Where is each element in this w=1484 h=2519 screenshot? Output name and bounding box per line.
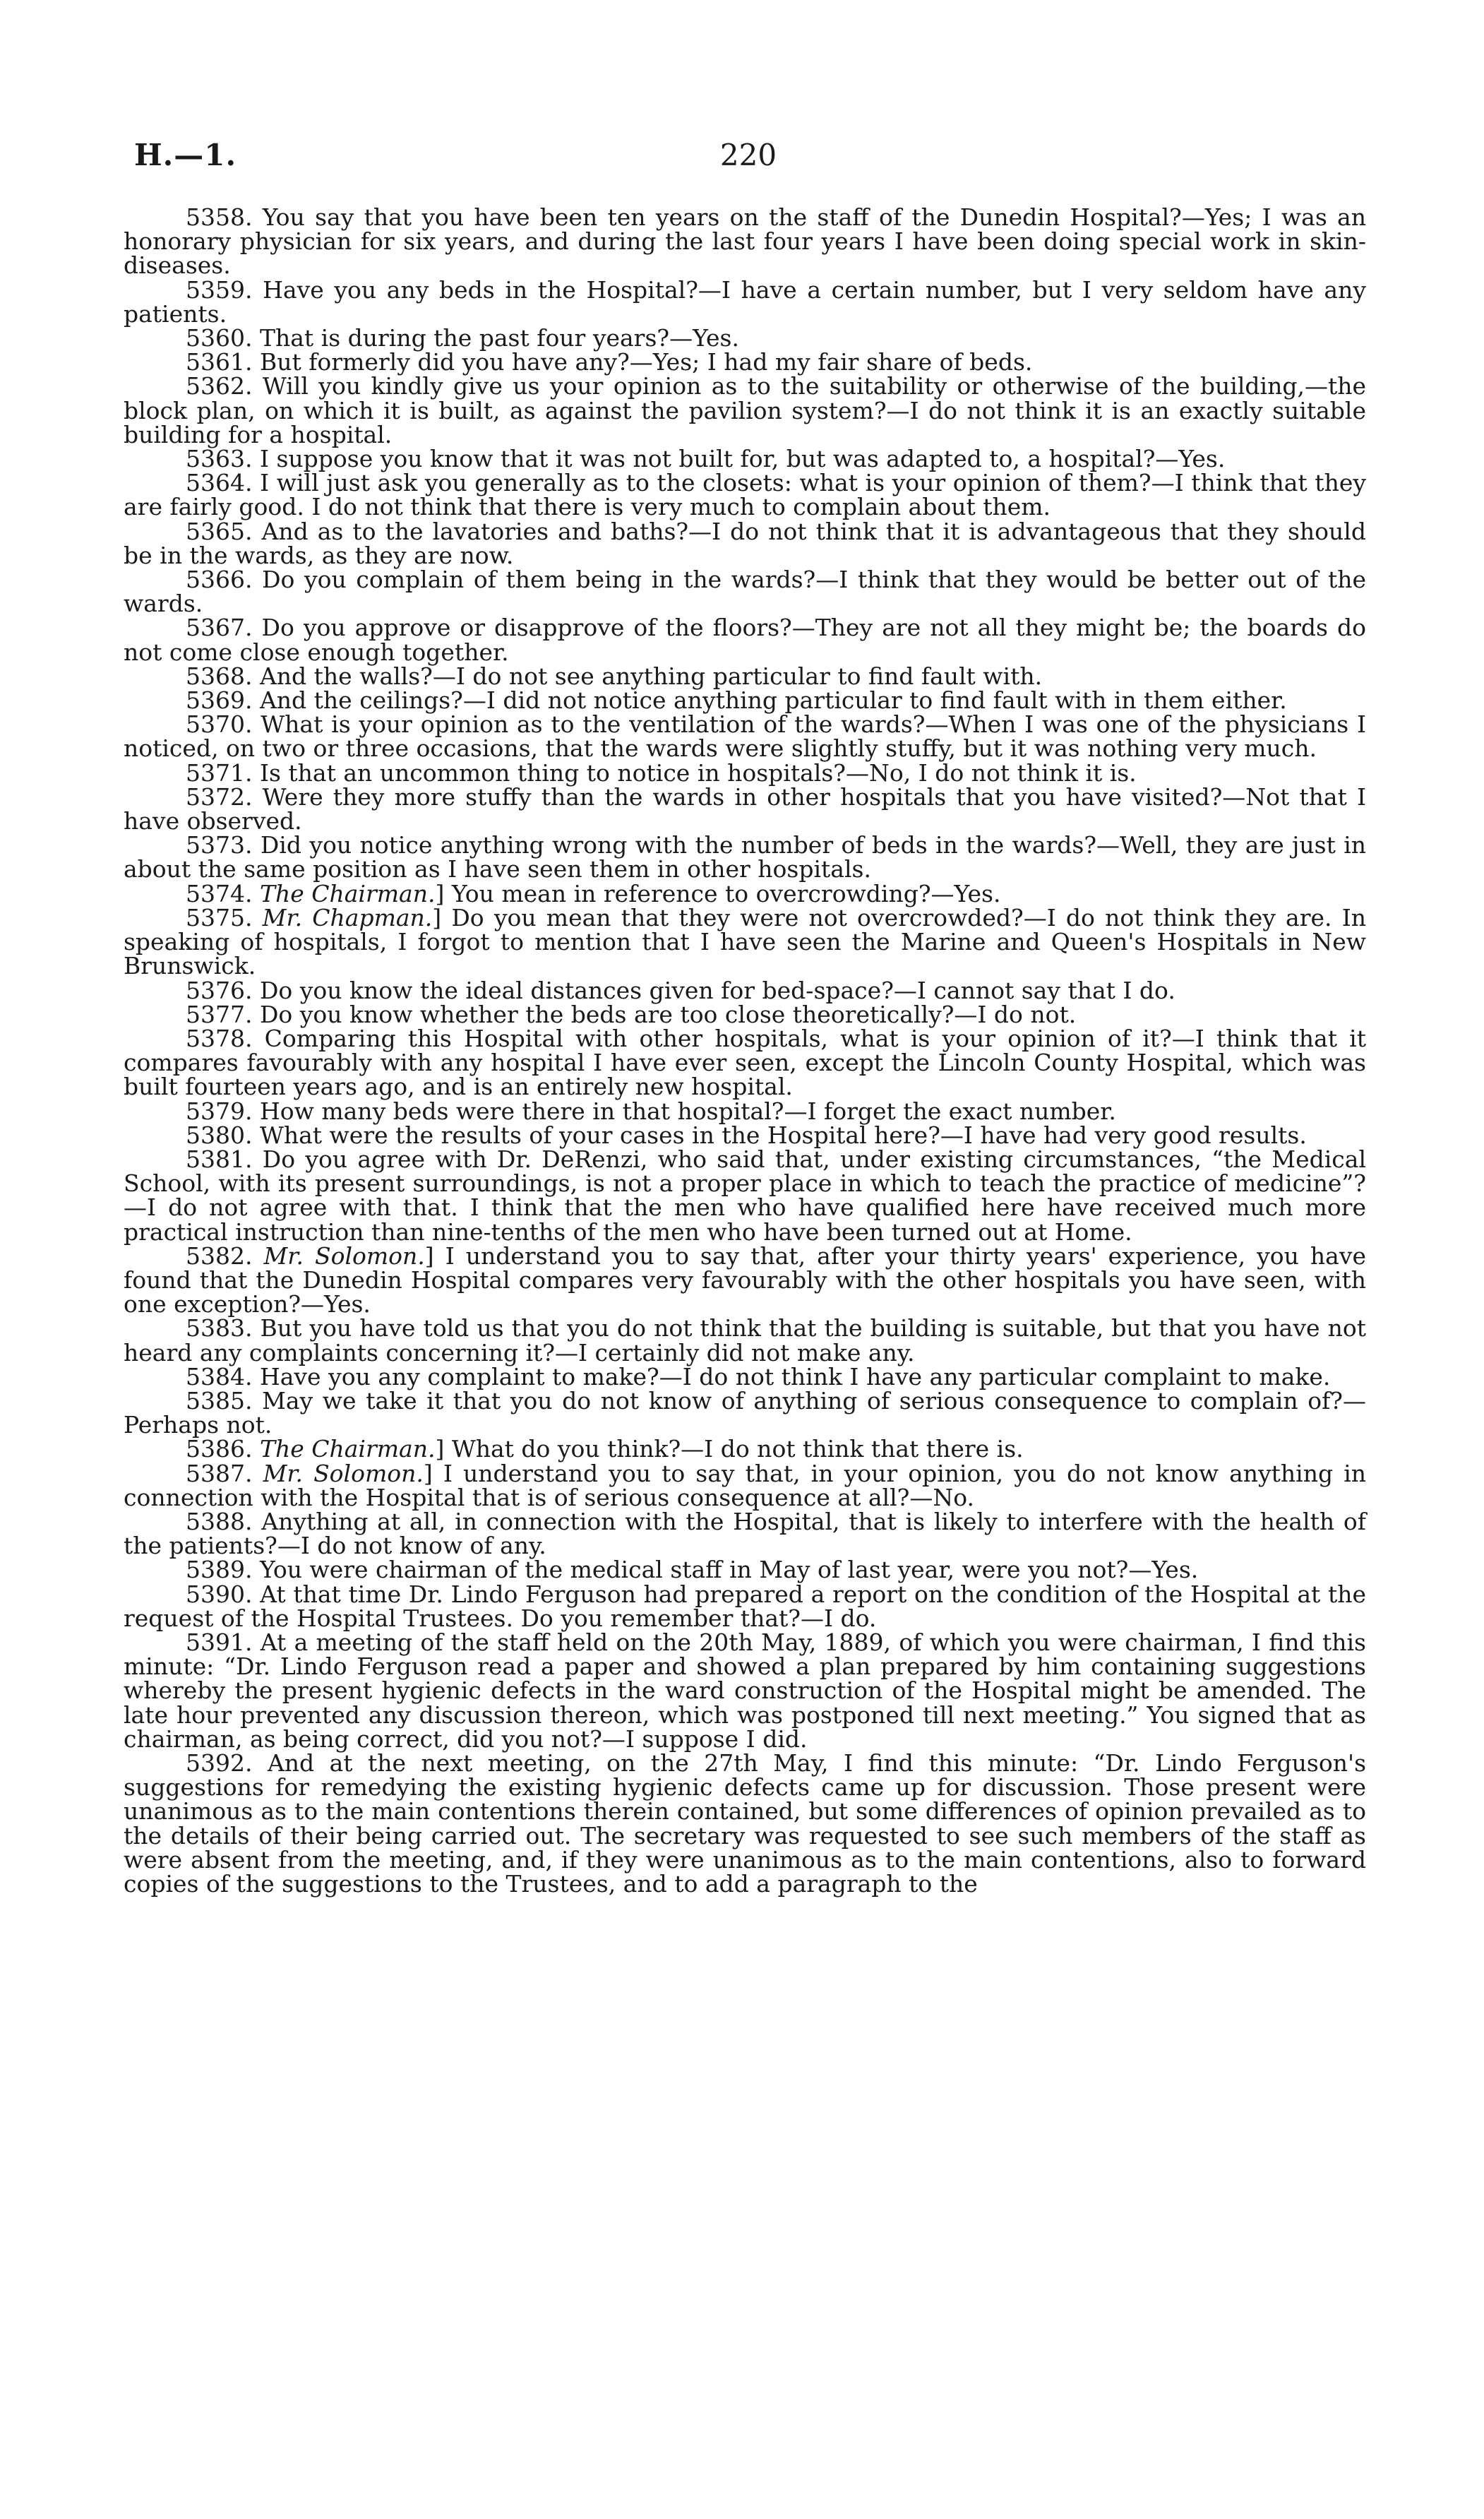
testimony-text: I understand you to say that, after your thirty years' experience, you have found that the Dunedin Hospital compares very favourably with the other hospitals you have seen, with one exception?—Yes.	[124, 1241, 1367, 1318]
question-number: 5382.	[186, 1241, 264, 1270]
testimony-paragraph: 5375. Mr. Chapman.] Do you mean that they were not overcrowded?—I do not think they are. In speaking of hospitals, I forgot to mention that I have seen the Marine and Queen's Hospitals in New Brunswick.	[124, 903, 1366, 980]
testimony-paragraph	[124, 1558, 1366, 1582]
testimony-text: What do you think?—I do not think that there is.	[444, 1435, 1024, 1463]
testimony-paragraph	[124, 471, 1366, 519]
question-number: 5358. You say that you have been ten years on the staff of the Dunedin Hospital?—Yes; I was an honorary physician for six years, and during the last four years I have been doing special work in skin-diseases.	[124, 203, 1366, 280]
question-number: 5363. I suppose you know that it was not built for, but was adapted to, a hospital?—Yes.	[186, 445, 1226, 473]
question-number: 5380. What were the results of your cases in the Hospital here?—I have had very good results.	[186, 1121, 1307, 1149]
question-number: 5383. But you have told us that you do not think that the building is suitable, but that you have not heard any complaints concerning it?—I certainly did not make any.	[124, 1314, 1366, 1366]
testimony-paragraph	[124, 326, 1366, 350]
question-number: 5374.	[186, 879, 260, 907]
question-number: 5373. Did you notice anything wrong with the number of beds in the wards?—Well, they are just in about the same position as I have seen them in other hospitals.	[124, 831, 1366, 883]
testimony-paragraph	[124, 1580, 1366, 1632]
question-number: 5386.	[186, 1435, 260, 1463]
testimony-paragraph	[124, 833, 1366, 881]
testimony-paragraph	[124, 1121, 1366, 1149]
question-number: 5391. At a meeting of the staff held on the 20th May, 1889, of which you were chairman, I find this minute: “Dr. Lindo Ferguson read a paper and showed a plan prepared by him containing suggestions whereby the present hygienic defects in the ward construction of the Hospital might be amended. The late hour prevented any discussion thereon, which was postponed till next meeting.” You signed that as chairman, as being correct, did you not?—I suppose I did.	[124, 1628, 1366, 1753]
testimony-paragraph	[124, 1000, 1366, 1028]
testimony-paragraph	[124, 568, 1366, 616]
question-number: 5366. Do you complain of them being in the wards?—I think that they would be better out of the wards.	[124, 566, 1366, 618]
testimony-paragraph	[124, 1628, 1366, 1753]
testimony-paragraph	[124, 275, 1366, 328]
question-number: 5388. Anything at all, in connection with the Hospital, that is likely to interfere with the health of the patients?—I do not know of any.	[124, 1507, 1366, 1560]
testimony-text: Do you mean that they were not overcrowded?—I do not think they are. In speaking of hospitals, I forgot to mention that I have seen the Marine and Queen's Hospitals in New Brunswick.	[124, 903, 1366, 980]
question-number: 5360. That is during the past four years?—Yes.	[186, 324, 739, 352]
testimony-paragraph	[124, 1751, 1366, 1896]
question-number: 5362. Will you kindly give us your opinion as to the suitability or otherwise of the building,—the block plan, on which it is built, as against the pavilion system?—I do not think it is an exactly suitable building for a hospital.	[124, 372, 1366, 448]
testimony-paragraph: 5386. The Chairman.] What do you think?—I do not think that there is.	[186, 1435, 1024, 1463]
testimony-paragraph: 5374. The Chairman.] You mean in reference to overcrowding?—Yes.	[186, 879, 1001, 907]
question-number: 5375.	[186, 903, 263, 931]
speaker-name: Mr. Solomon.	[263, 1459, 424, 1487]
testimony-paragraph	[124, 517, 1366, 569]
question-number: 5372. Were they more stuffy than the wards in other hospitals that you have visited?—Not that I have observed.	[124, 782, 1366, 835]
question-number: 5389. You were chairman of the medical staff in May of last year, were you not?—Yes.	[186, 1556, 1199, 1584]
question-number: 5379. How many beds were there in that hospital?—I forget the exact number.	[186, 1097, 1116, 1125]
testimony-paragraph	[124, 782, 1366, 835]
question-number: 5378. Comparing this Hospital with other hospitals, what is your opinion of it?—I think that it compares favourably with any hospital I have ever seen, except the Lincoln County Hospital, which was built fourteen years ago, and is an entirely new hospital.	[124, 1024, 1366, 1101]
question-number: 5359. Have you any beds in the Hospital?—I have a certain number, but I very seldom have any patients.	[124, 275, 1366, 328]
testimony-paragraph	[124, 758, 1366, 787]
testimony-text: You mean in reference to overcrowding?—Yes.	[444, 879, 1001, 907]
question-number: 5376. Do you know the ideal distances given for bed-space?—I cannot say that I do.	[186, 976, 1175, 1004]
testimony-paragraph	[124, 662, 1366, 690]
testimony-paragraph	[124, 1316, 1366, 1364]
testimony-paragraph	[124, 1386, 1366, 1439]
page-header	[134, 138, 1363, 188]
testimony-paragraph: 5382. Mr. Solomon.] I understand you to say that, after your thirty years' experience, you have found that the Dunedin Hospital compares very favourably with the other hospitals you have seen, with one exception?—Yes.	[124, 1241, 1367, 1318]
question-number: 5364. I will just ask you generally as to the closets: what is your opinion of them?—I think that they are fairly good. I do not think that there is very much to complain about them.	[124, 469, 1366, 521]
question-number: 5368. And the walls?—I do not see anything particular to find fault with.	[186, 662, 1043, 690]
question-number: 5392. And at the next meeting, on the 27th May, I find this minute: “Dr. Lindo Ferguson's suggestions for remedying the existing hygienic defects came up for discussion. Those present were unanimous as to the main contentions therein contained, but some differences of opinion prevailed as to the details of their being carried out. The secretary was requested to see such members of the staff as were absent from the meeting, and, if they were unanimous as to the main contentions, also to forward copies of the suggestions to the Trustees, and to add a paragraph to the	[124, 1749, 1366, 1898]
question-number: 5371. Is that an uncommon thing to notice in hospitals?—No, I do not think it is.	[186, 758, 1137, 787]
question-number: 5384. Have you any complaint to make?—I do not think I have any particular complaint to make.	[186, 1362, 1331, 1390]
testimony-paragraph	[124, 1024, 1366, 1101]
testimony-paragraph	[124, 976, 1366, 1004]
speaker-name: Mr. Chapman.	[262, 903, 433, 931]
testimony-paragraph	[124, 710, 1366, 763]
testimony-paragraph	[124, 1507, 1366, 1560]
testimony-paragraph	[124, 1362, 1366, 1390]
testimony-paragraph	[124, 1145, 1366, 1246]
page-number: 220	[719, 138, 777, 172]
section-label: H.—1.	[134, 138, 237, 172]
testimony-paragraph	[124, 447, 1366, 471]
speaker-name: The Chairman.	[259, 879, 436, 907]
question-number: 5385. May we take it that you do not know of anything of serious consequence to complain of?—Perhaps not.	[124, 1386, 1366, 1439]
speaker-name: Mr. Solomon.	[263, 1241, 425, 1270]
question-number: 5370. What is your opinion as to the ventilation of the wards?—When I was one of the physicians I noticed, on two or three occasions, that the wards were slightly stuffy, but it was nothing very much.	[124, 710, 1366, 763]
question-number: 5365. And as to the lavatories and baths?—I do not think that it is advantageous that they should be in the wards, as they are now.	[124, 517, 1366, 569]
question-number: 5377. Do you know whether the beds are too close theoretically?—I do not.	[186, 1000, 1077, 1028]
question-number: 5387.	[186, 1459, 263, 1487]
question-number: 5367. Do you approve or disapprove of the floors?—They are not all they might be; the boards do not come close enough together.	[124, 614, 1366, 666]
testimony-body	[124, 203, 1367, 1898]
question-number: 5381. Do you agree with Dr. DeRenzi, who said that, under existing circumstances, “the Medical School, with its present surroundings, is not a proper place in which to teach the practice of medicine”?—I do not agree with that. I think that the men who have qualified here have received much more practical instruction than nine-tenths of the men who have been turned out at Home.	[124, 1145, 1366, 1246]
testimony-paragraph	[124, 374, 1366, 447]
testimony-text: I understand you to say that, in your opinion, you do not know anything in connection with the Hospital that is of serious consequence at all?—No.	[124, 1459, 1367, 1511]
testimony-paragraph	[124, 1097, 1366, 1125]
testimony-paragraph	[124, 616, 1366, 664]
testimony-paragraph	[124, 203, 1366, 280]
question-number: 5361. But formerly did you have any?—Yes; I had my fair share of beds.	[186, 348, 1033, 376]
question-number: 5369. And the ceilings?—I did not notice anything particular to find fault with in them either.	[186, 686, 1287, 715]
question-number: 5390. At that time Dr. Lindo Ferguson had prepared a report on the condition of the Hospital at the request of the Hospital Trustees. Do you remember that?—I do.	[124, 1580, 1366, 1632]
testimony-paragraph: 5387. Mr. Solomon.] I understand you to say that, in your opinion, you do not know anything in connection with the Hospital that is of serious consequence at all?—No.	[124, 1459, 1367, 1511]
speaker-name: The Chairman.	[259, 1435, 436, 1463]
testimony-paragraph	[124, 350, 1366, 374]
testimony-paragraph	[124, 686, 1366, 715]
